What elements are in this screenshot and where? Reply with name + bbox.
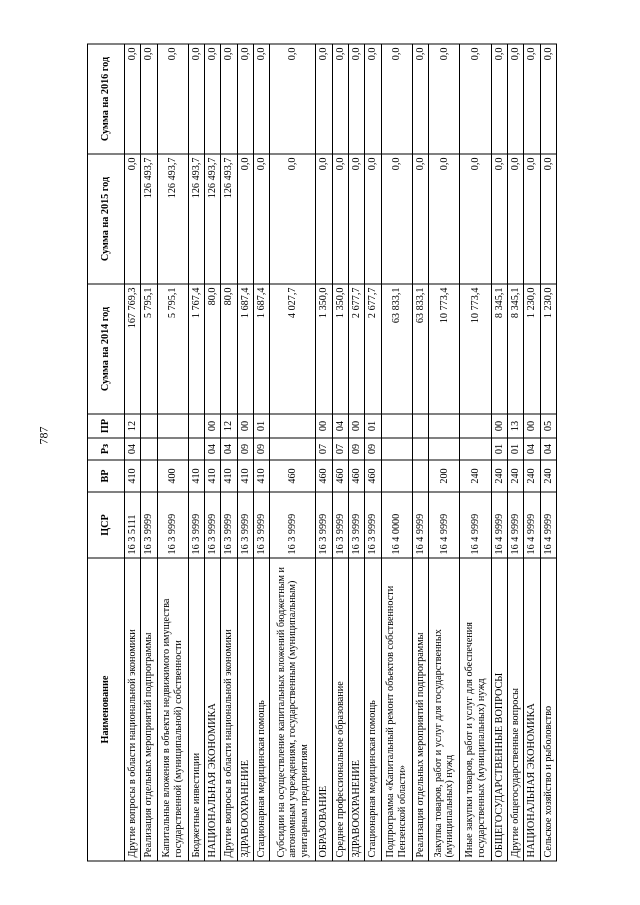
cell-csr: 16 3 9999 (270, 492, 316, 558)
cell-pr: 00 (349, 414, 365, 438)
table-row (349, 44, 365, 861)
cell-sum-2014: 5 795,1 (157, 284, 188, 414)
cell-sum-2014: 5 795,1 (141, 284, 157, 414)
cell-pr: 01 (365, 414, 381, 438)
cell-sum-2016: 0,0 (460, 44, 491, 154)
table-row (221, 44, 237, 861)
cell-name: Реализация отдельных мероприятий подпрограммы (141, 558, 157, 861)
cell-sum-2016: 0,0 (237, 44, 253, 154)
cell-csr: 16 3 9999 (316, 492, 332, 558)
cell-name: Субсидии на осуществление капитальных вложений бюджетным и автономным учреждениям, государственным (муниципальным) унитарным предприятиям (270, 558, 316, 861)
cell-vr: 240 (540, 460, 556, 492)
cell-name: ЗДРАВООХРАНЕНИЕ (237, 558, 253, 861)
cell-sum-2016: 0,0 (205, 44, 221, 154)
table-row (141, 44, 157, 861)
cell-rz (157, 438, 188, 460)
cell-vr: 410 (237, 460, 253, 492)
cell-csr: 16 3 9999 (349, 492, 365, 558)
page-number: 787 (36, 426, 51, 445)
cell-sum-2015: 0,0 (349, 154, 365, 284)
cell-sum-2015: 0,0 (253, 154, 269, 284)
cell-rz: 07 (316, 438, 332, 460)
cell-pr: 00 (491, 414, 507, 438)
cell-rz: 04 (540, 438, 556, 460)
cell-pr: 00 (316, 414, 332, 438)
cell-name: Другие общегосударственные вопросы (507, 558, 523, 861)
cell-pr: 00 (205, 414, 221, 438)
table-row (188, 44, 204, 861)
cell-vr: 410 (221, 460, 237, 492)
cell-vr (141, 460, 157, 492)
cell-sum-2016: 0,0 (316, 44, 332, 154)
cell-sum-2014: 4 027,7 (270, 284, 316, 414)
cell-csr: 16 4 0000 (381, 492, 412, 558)
cell-csr: 16 4 9999 (429, 492, 460, 558)
cell-sum-2014: 1 687,4 (237, 284, 253, 414)
cell-name: Подпрограмма «Капитальный ремонт объектов собственности Пензенской области» (381, 558, 412, 861)
cell-csr: 16 4 9999 (507, 492, 523, 558)
cell-sum-2015: 0,0 (429, 154, 460, 284)
cell-name: Иные закупки товаров, работ и услуг для обеспечения государственных (муниципальных) нужд (460, 558, 491, 861)
col-header-rz: Рз (88, 438, 125, 460)
cell-csr: 16 3 9999 (365, 492, 381, 558)
cell-sum-2015: 0,0 (540, 154, 556, 284)
budget-table (87, 44, 557, 862)
budget-table-container (87, 45, 557, 862)
cell-vr: 240 (491, 460, 507, 492)
col-header-pr: ПР (88, 414, 125, 438)
cell-sum-2015: 0,0 (491, 154, 507, 284)
cell-sum-2016: 0,0 (381, 44, 412, 154)
col-header-csr: ЦСР (88, 492, 125, 558)
cell-pr (412, 414, 428, 438)
cell-csr: 16 3 5111 (125, 492, 141, 558)
cell-sum-2014: 63 833,1 (381, 284, 412, 414)
cell-sum-2015: 126 493,7 (221, 154, 237, 284)
cell-pr: 00 (524, 414, 540, 438)
cell-sum-2016: 0,0 (157, 44, 188, 154)
cell-csr: 16 3 9999 (332, 492, 348, 558)
table-row (429, 44, 460, 861)
cell-vr (381, 460, 412, 492)
cell-sum-2015: 126 493,7 (188, 154, 204, 284)
cell-vr: 410 (125, 460, 141, 492)
col-header-sum-2014: Сумма на 2014 год (88, 284, 125, 414)
cell-rz (188, 438, 204, 460)
cell-pr (460, 414, 491, 438)
cell-sum-2014: 8 345,1 (507, 284, 523, 414)
cell-sum-2015: 0,0 (460, 154, 491, 284)
cell-sum-2014: 167 769,3 (125, 284, 141, 414)
header-row (88, 44, 125, 861)
cell-pr: 04 (332, 414, 348, 438)
cell-pr: 13 (507, 414, 523, 438)
cell-sum-2016: 0,0 (349, 44, 365, 154)
cell-name: Другие вопросы в области национальной экономики (125, 558, 141, 861)
cell-name: Бюджетные инвестиции (188, 558, 204, 861)
cell-vr: 460 (270, 460, 316, 492)
cell-sum-2015: 0,0 (270, 154, 316, 284)
cell-sum-2016: 0,0 (332, 44, 348, 154)
cell-sum-2015: 0,0 (412, 154, 428, 284)
cell-sum-2015: 0,0 (365, 154, 381, 284)
cell-rz: 04 (205, 438, 221, 460)
cell-csr: 16 3 9999 (253, 492, 269, 558)
cell-rz: 01 (507, 438, 523, 460)
cell-sum-2016: 0,0 (365, 44, 381, 154)
table-row (270, 44, 316, 861)
cell-vr: 460 (365, 460, 381, 492)
cell-rz (270, 438, 316, 460)
cell-sum-2015: 0,0 (332, 154, 348, 284)
cell-csr: 16 3 9999 (221, 492, 237, 558)
cell-csr: 16 3 9999 (141, 492, 157, 558)
cell-name: ЗДРАВООХРАНЕНИЕ (349, 558, 365, 861)
cell-pr (429, 414, 460, 438)
cell-vr: 410 (253, 460, 269, 492)
cell-rz: 09 (349, 438, 365, 460)
cell-sum-2014: 10 773,4 (429, 284, 460, 414)
cell-sum-2014: 2 677,7 (349, 284, 365, 414)
col-header-sum-2016: Сумма на 2016 год (88, 44, 125, 154)
cell-sum-2014: 80,0 (221, 284, 237, 414)
cell-sum-2016: 0,0 (524, 44, 540, 154)
cell-sum-2015: 0,0 (316, 154, 332, 284)
cell-rz: 01 (491, 438, 507, 460)
cell-rz: 04 (125, 438, 141, 460)
cell-rz: 09 (237, 438, 253, 460)
cell-pr (188, 414, 204, 438)
cell-sum-2015: 0,0 (507, 154, 523, 284)
table-body (125, 44, 557, 861)
cell-sum-2014: 10 773,4 (460, 284, 491, 414)
cell-sum-2014: 2 677,7 (365, 284, 381, 414)
cell-sum-2015: 0,0 (237, 154, 253, 284)
cell-vr: 410 (205, 460, 221, 492)
cell-name: Закупка товаров, работ и услуг для государственных (муниципальных) нужд (429, 558, 460, 861)
cell-rz (429, 438, 460, 460)
cell-sum-2016: 0,0 (540, 44, 556, 154)
cell-pr: 01 (253, 414, 269, 438)
cell-name: НАЦИОНАЛЬНАЯ ЭКОНОМИКА (524, 558, 540, 861)
table-row (205, 44, 221, 861)
table-row (332, 44, 348, 861)
table-row (381, 44, 412, 861)
table-header (88, 44, 125, 861)
cell-csr: 16 4 9999 (491, 492, 507, 558)
cell-sum-2015: 126 493,7 (205, 154, 221, 284)
cell-sum-2014: 63 833,1 (412, 284, 428, 414)
cell-name: ОБЩЕГОСУДАРСТВЕННЫЕ ВОПРОСЫ (491, 558, 507, 861)
cell-pr (381, 414, 412, 438)
cell-name: Стационарная медицинская помощь (365, 558, 381, 861)
cell-sum-2016: 0,0 (507, 44, 523, 154)
cell-sum-2016: 0,0 (412, 44, 428, 154)
cell-pr: 12 (125, 414, 141, 438)
cell-sum-2016: 0,0 (429, 44, 460, 154)
cell-sum-2016: 0,0 (188, 44, 204, 154)
cell-sum-2016: 0,0 (491, 44, 507, 154)
cell-csr: 16 4 9999 (540, 492, 556, 558)
cell-pr (141, 414, 157, 438)
cell-vr: 410 (188, 460, 204, 492)
cell-sum-2016: 0,0 (270, 44, 316, 154)
cell-rz (141, 438, 157, 460)
cell-csr: 16 4 9999 (412, 492, 428, 558)
cell-rz: 04 (524, 438, 540, 460)
table-row (524, 44, 540, 861)
cell-rz (460, 438, 491, 460)
cell-vr: 240 (507, 460, 523, 492)
col-header-name: Наименование (88, 558, 125, 861)
cell-vr: 460 (349, 460, 365, 492)
table-row (507, 44, 523, 861)
cell-csr: 16 4 9999 (524, 492, 540, 558)
cell-name: Стационарная медицинская помощь (253, 558, 269, 861)
table-row (253, 44, 269, 861)
cell-sum-2015: 126 493,7 (157, 154, 188, 284)
cell-pr (157, 414, 188, 438)
table-row (460, 44, 491, 861)
cell-vr: 400 (157, 460, 188, 492)
cell-vr: 460 (332, 460, 348, 492)
cell-sum-2014: 1 350,0 (332, 284, 348, 414)
table-row (365, 44, 381, 861)
cell-csr: 16 3 9999 (205, 492, 221, 558)
col-header-vr: ВР (88, 460, 125, 492)
cell-pr: 05 (540, 414, 556, 438)
cell-csr: 16 3 9999 (157, 492, 188, 558)
cell-vr: 200 (429, 460, 460, 492)
table-row (316, 44, 332, 861)
cell-rz: 04 (221, 438, 237, 460)
cell-sum-2014: 1 230,0 (540, 284, 556, 414)
cell-name: Сельское хозяйство и рыболовство (540, 558, 556, 861)
cell-rz (381, 438, 412, 460)
cell-sum-2015: 0,0 (381, 154, 412, 284)
cell-csr: 16 3 9999 (237, 492, 253, 558)
table-row (125, 44, 141, 861)
cell-rz: 07 (332, 438, 348, 460)
cell-pr: 12 (221, 414, 237, 438)
cell-sum-2014: 1 230,0 (524, 284, 540, 414)
cell-vr: 460 (316, 460, 332, 492)
cell-csr: 16 3 9999 (188, 492, 204, 558)
cell-rz (412, 438, 428, 460)
cell-name: ОБРАЗОВАНИЕ (316, 558, 332, 861)
cell-name: Другие вопросы в области национальной экономики (221, 558, 237, 861)
cell-sum-2016: 0,0 (221, 44, 237, 154)
cell-name: Среднее профессиональное образование (332, 558, 348, 861)
table-row (540, 44, 556, 861)
cell-sum-2015: 0,0 (524, 154, 540, 284)
cell-sum-2014: 1 350,0 (316, 284, 332, 414)
cell-sum-2014: 1 687,4 (253, 284, 269, 414)
cell-sum-2016: 0,0 (253, 44, 269, 154)
table-row (412, 44, 428, 861)
cell-rz: 09 (365, 438, 381, 460)
cell-vr: 240 (460, 460, 491, 492)
table-row (237, 44, 253, 861)
cell-rz: 09 (253, 438, 269, 460)
cell-pr: 00 (237, 414, 253, 438)
cell-sum-2014: 8 345,1 (491, 284, 507, 414)
cell-sum-2015: 0,0 (125, 154, 141, 284)
table-row (491, 44, 507, 861)
cell-name: НАЦИОНАЛЬНАЯ ЭКОНОМИКА (205, 558, 221, 861)
cell-pr (270, 414, 316, 438)
cell-sum-2014: 1 767,4 (188, 284, 204, 414)
cell-vr (412, 460, 428, 492)
cell-csr: 16 4 9999 (460, 492, 491, 558)
cell-sum-2014: 80,0 (205, 284, 221, 414)
cell-name: Реализация отдельных мероприятий подпрограммы (412, 558, 428, 861)
cell-sum-2015: 126 493,7 (141, 154, 157, 284)
cell-sum-2016: 0,0 (125, 44, 141, 154)
cell-vr: 240 (524, 460, 540, 492)
cell-sum-2016: 0,0 (141, 44, 157, 154)
table-row (157, 44, 188, 861)
col-header-sum-2015: Сумма на 2015 год (88, 154, 125, 284)
cell-name: Капитальные вложения в объекты недвижимого имущества государственной (муниципальной) собственности (157, 558, 188, 861)
